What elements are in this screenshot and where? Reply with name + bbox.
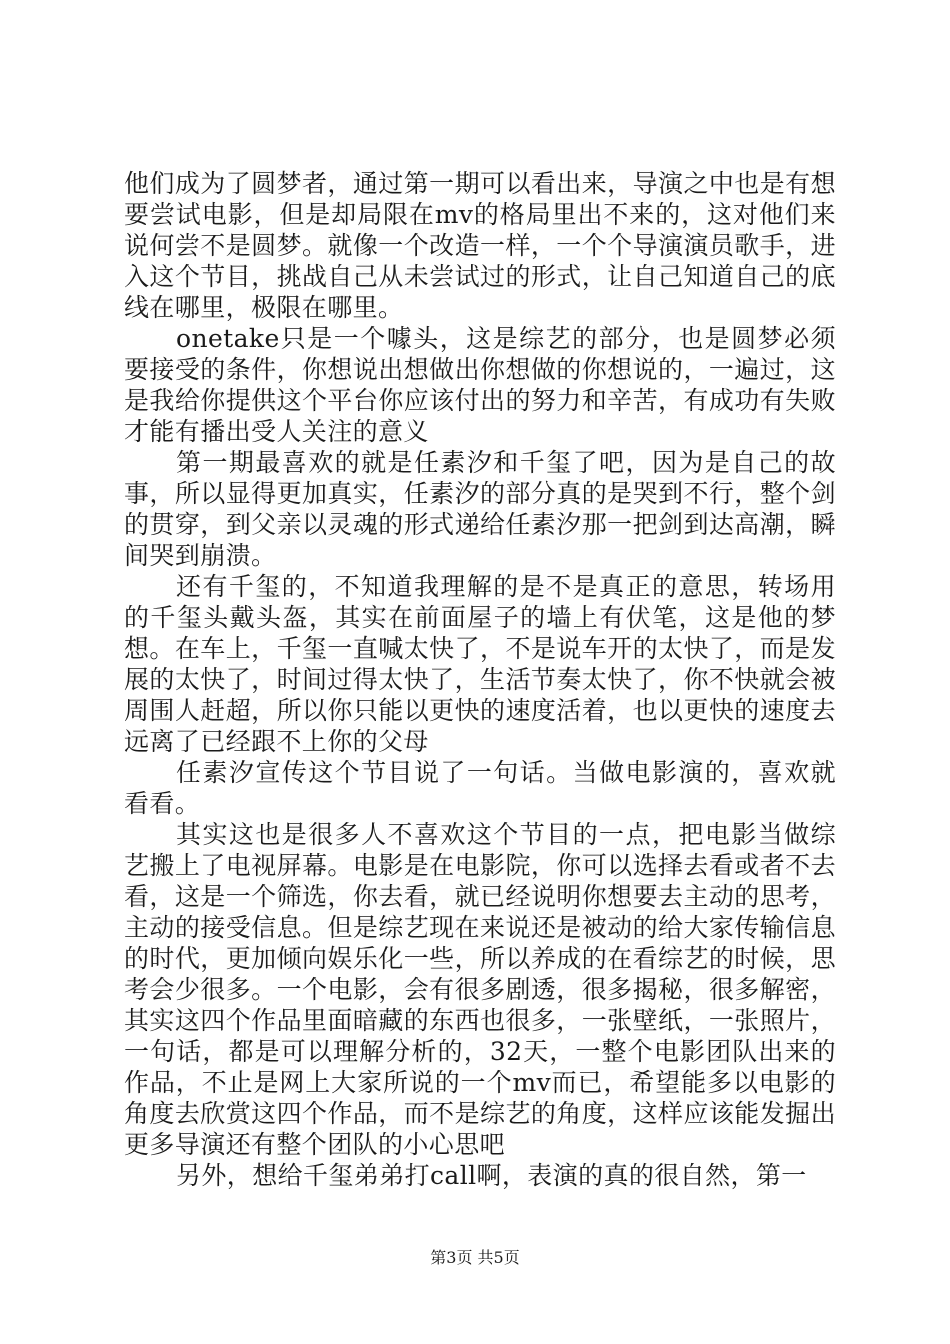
paragraph-1: 他们成为了圆梦者，通过第一期可以看出来，导演之中也是有想要尝试电影，但是却局限在mv的格局里出不来的，这对他们来说何尝不是圆梦。就像一个改造一样，一个个导演演员歌手，进入这个节目，挑战自己从未尝试过的形式，让自己知道自己的底线在哪里，极限在哪里。 [124, 169, 836, 322]
page-footer [0, 1248, 950, 1268]
paragraph-6: 其实这也是很多人不喜欢这个节目的一点，把电影当做综艺搬上了电视屏幕。电影是在电影院，你可以选择去看或者不去看，这是一个筛选，你去看，就已经说明你想要去主动的思考，主动的接受信息。但是综艺现在来说还是被动的给大家传输信息的时代，更加倾向娱乐化一些，所以养成的在看综艺的时候，思考会少很多。一个电影，会有很多剧透，很多揭秘，很多解密，其实这四个作品里面暗藏的东西也很多，一张壁纸，一张照片，一句话，都是可以理解分析的，32天，一整个电影团队出来的作品，不止是网上大家所说的一个mv而已，希望能多以电影的角度去欣赏这四个作品，而不是综艺的角度，这样应该能发掘出更多导演还有整个团队的小心思吧 [124, 820, 836, 1159]
page-number-label: 第3页 共5页 [430, 1248, 520, 1267]
paragraph-4: 还有千玺的，不知道我理解的是不是真正的意思，转场用的千玺头戴头盔，其实在前面屋子的墙上有伏笔，这是他的梦想。在车上，千玺一直喊太快了，不是说车开的太快了，而是发展的太快了，时间过得太快了，生活节奏太快了，你不快就会被周围人赶超，所以你只能以更快的速度活着，也以更快的速度去远离了已经跟不上你的父母 [124, 572, 836, 756]
paragraph-5: 任素汐宣传这个节目说了一句话。当做电影演的，喜欢就看看。 [124, 758, 836, 818]
paragraph-2: onetake只是一个噱头，这是综艺的部分，也是圆梦必须要接受的条件，你想说出想做出你想做的你想说的，一遍过，这是我给你提供这个平台你应该付出的努力和辛苦，有成功有失败才能有播出受人关注的意义 [124, 324, 836, 446]
paragraph-3: 第一期最喜欢的就是任素汐和千玺了吧，因为是自己的故事，所以显得更加真实，任素汐的部分真的是哭到不行，整个剑的贯穿，到父亲以灵魂的形式递给任素汐那一把剑到达高潮，瞬间哭到崩溃。 [124, 448, 836, 570]
paragraph-7: 另外，想给千玺弟弟打call啊，表演的真的很自然，第一 [176, 1161, 807, 1190]
document-body [124, 168, 836, 1191]
